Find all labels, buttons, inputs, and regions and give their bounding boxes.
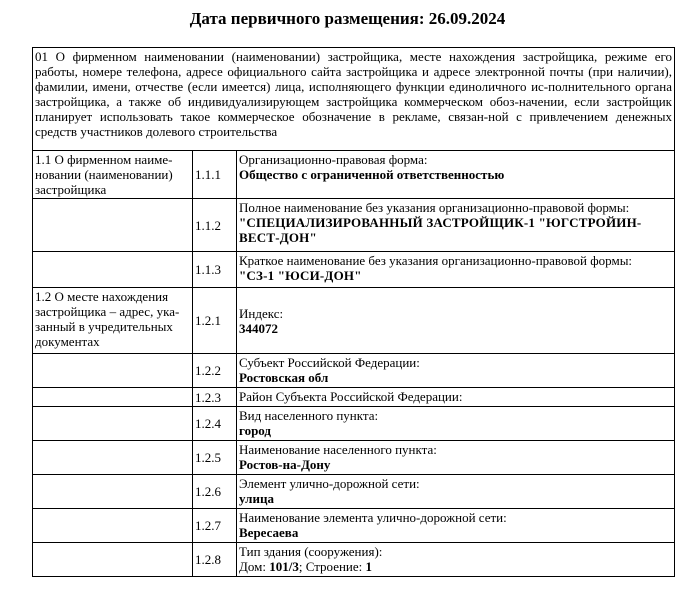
page-title: Дата первичного размещения: 26.09.2024 <box>189 9 506 28</box>
table-row <box>33 388 675 407</box>
item-value: Общество с ограниченной ответственностью <box>239 167 505 182</box>
item-number: 1.1.2 <box>193 199 237 252</box>
item-value: "СПЕЦИАЛИЗИРОВАННЫЙ ЗАСТРОЙЩИК-1 "ЮГСТРОЙИН-ВЕСТ-ДОН" <box>239 215 642 245</box>
item-number: 1.2.3 <box>193 388 237 407</box>
item-label: Тип здания (сооружения): <box>239 544 383 559</box>
item-label: Краткое наименование без указания организационно-правовой формы: <box>239 253 633 268</box>
structure-value: 1 <box>365 559 373 574</box>
item-number: 1.2.6 <box>193 475 237 509</box>
item-cell <box>237 288 675 354</box>
empty-cell <box>33 543 193 577</box>
item-value: Вересаева <box>239 525 299 540</box>
item-value: 344072 <box>239 320 278 336</box>
table-row <box>33 199 675 252</box>
table-row <box>33 151 675 199</box>
item-number: 1.2.7 <box>193 509 237 543</box>
item-cell <box>237 252 675 288</box>
item-cell <box>237 407 675 441</box>
table-row <box>33 252 675 288</box>
empty-cell <box>33 199 193 252</box>
table-row <box>33 407 675 441</box>
item-value: Ростов-на-Дону <box>239 457 331 472</box>
building-value: 101/3 <box>269 559 299 574</box>
table-row <box>33 288 675 354</box>
section-01-text: 01 О фирменном наименовании (наименовании) застройщика, месте нахождения застройщика, режиме его работы, номере телефона, адресе официального сайта застройщика и адресе электронной почты (при наличии), фамилии, имени, отчестве (если имеется) лица, исполняющего функции единоличного ис-полнительного органа застройщика, а также об индивидуализирующем застройщика коммерческом обоз-начении, если застройщик планирует использовать такое коммерческое обозначение в рекламе, связан-ной с привлечением денежных средств участников долевого строительства <box>33 48 675 151</box>
section-01-row <box>33 48 675 151</box>
item-value: Ростовская обл <box>239 370 329 385</box>
table-row <box>33 354 675 388</box>
empty-cell <box>33 354 193 388</box>
empty-cell <box>33 509 193 543</box>
table-row <box>33 475 675 509</box>
item-label: Полное наименование без указания организационно-правовой формы: <box>239 200 630 215</box>
table-row <box>33 509 675 543</box>
item-number: 1.1.3 <box>193 252 237 288</box>
empty-cell <box>33 388 193 407</box>
empty-cell <box>33 475 193 509</box>
item-number: 1.1.1 <box>193 151 237 199</box>
building-line <box>239 559 372 574</box>
item-value: город <box>239 423 272 438</box>
item-label: Индекс: <box>239 305 284 321</box>
item-cell <box>237 509 675 543</box>
item-label: Наименование элемента улично-дорожной сети: <box>239 510 507 525</box>
developer-info-table <box>32 47 675 577</box>
item-label: Элемент улично-дорожной сети: <box>239 476 420 491</box>
empty-cell <box>33 441 193 475</box>
item-cell <box>237 441 675 475</box>
item-number: 1.2.2 <box>193 354 237 388</box>
item-label: Организационно-правовая форма: <box>239 152 428 167</box>
item-value: "СЗ-1 "ЮСИ-ДОН" <box>239 268 362 283</box>
structure-prefix: ; Строение: <box>298 559 363 574</box>
building-prefix: Дом: <box>239 559 266 574</box>
item-cell <box>237 151 675 199</box>
item-cell <box>237 543 675 577</box>
item-cell <box>237 388 675 407</box>
section-1-1-title: 1.1 О фирменном наиме-новании (наименовании) застройщика <box>33 151 193 199</box>
empty-cell <box>33 252 193 288</box>
item-cell <box>237 354 675 388</box>
item-label: Район Субъекта Российской Федерации: <box>239 389 463 404</box>
item-number: 1.2.4 <box>193 407 237 441</box>
item-label: Вид населенного пункта: <box>239 408 379 423</box>
table-row <box>33 441 675 475</box>
item-number: 1.2.1 <box>193 288 237 354</box>
item-number: 1.2.8 <box>193 543 237 577</box>
item-number: 1.2.5 <box>193 441 237 475</box>
empty-cell <box>33 407 193 441</box>
item-cell <box>237 475 675 509</box>
item-cell <box>237 199 675 252</box>
item-label: Наименование населенного пункта: <box>239 442 437 457</box>
item-value: улица <box>239 491 274 506</box>
item-label: Субъект Российской Федерации: <box>239 355 420 370</box>
section-1-2-title: 1.2 О месте нахождения застройщика – адрес, ука-занный в учредительных документах <box>33 288 193 354</box>
table-row <box>33 543 675 577</box>
